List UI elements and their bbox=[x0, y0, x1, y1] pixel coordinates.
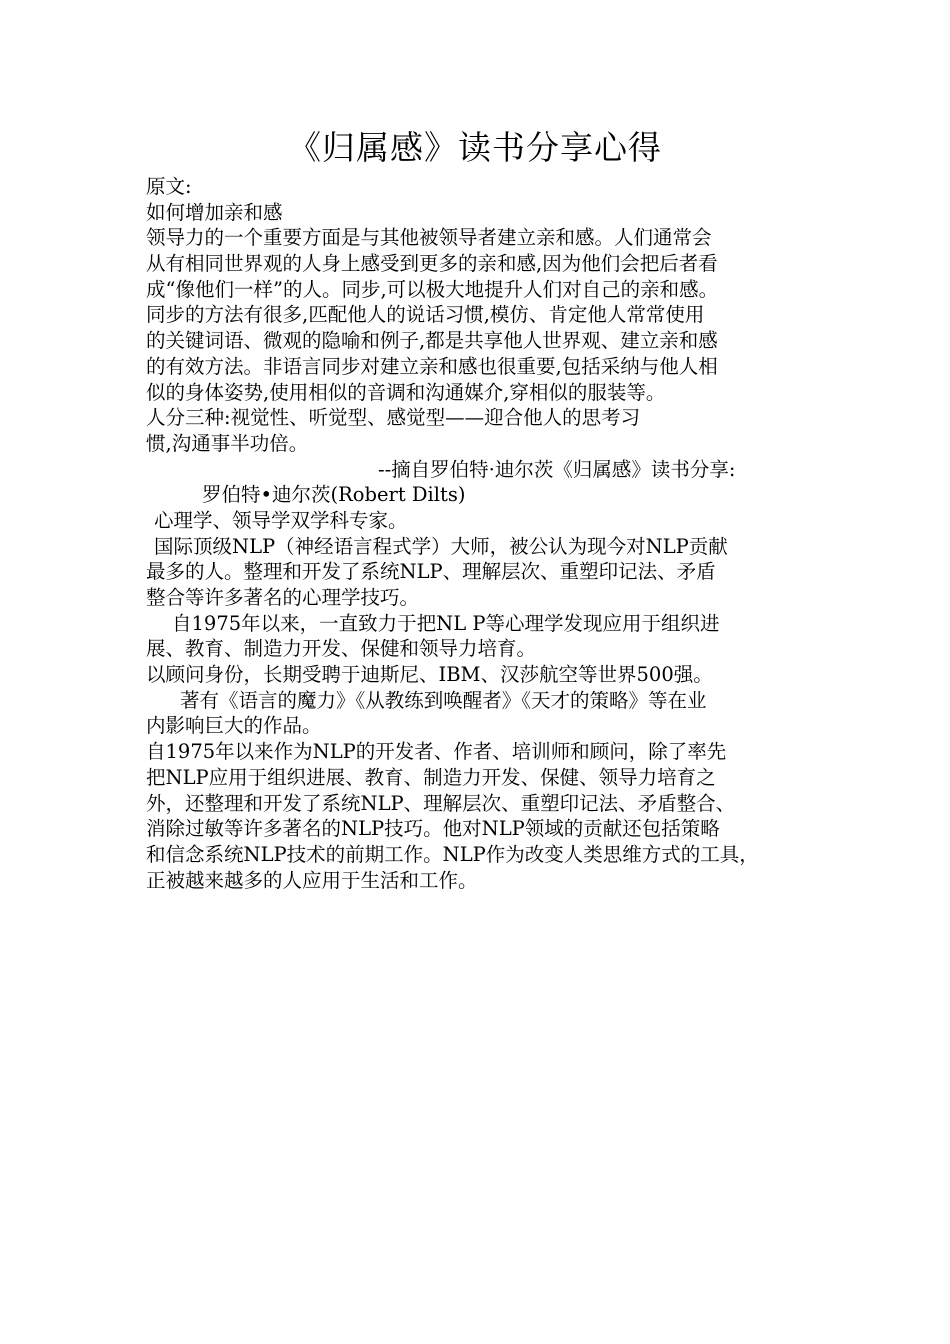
paragraph-line: 和信念系统NLP技术的前期工作。NLP作为改变人类思维方式的工具， bbox=[146, 842, 759, 866]
author-name: 罗伯特•迪尔茨(Robert Dilts) bbox=[202, 483, 466, 507]
section-heading: 如何增加亲和感 bbox=[146, 200, 283, 224]
document-title: 《归属感》读书分享心得 bbox=[288, 128, 662, 167]
paragraph-line: 展、教育、制造力开发、保健和领导力培育。 bbox=[146, 637, 537, 661]
paragraph-line: 以顾问身份，长期受聘于迪斯尼、IBM、汉莎航空等世界500强。 bbox=[146, 663, 713, 687]
paragraph-line: 领导力的一个重要方面是与其他被领导者建立亲和感。人们通常会 bbox=[146, 226, 712, 250]
paragraph-line: 的关键词语、微观的隐喻和例子,都是共享他人世界观、建立亲和感 bbox=[146, 329, 718, 353]
paragraph-line: 著有《语言的魔力》《从教练到唤醒者》《天才的策略》等在业 bbox=[180, 688, 707, 712]
paragraph-line: 同步的方法有很多,匹配他人的说话习惯,模仿、肯定他人常常使用 bbox=[146, 303, 705, 327]
section-label-original: 原文: bbox=[146, 175, 192, 198]
paragraph-line: 自1975年以来，一直致力于把NL P等心理学发现应用于组织进 bbox=[172, 611, 720, 635]
paragraph-line: 最多的人。整理和开发了系统NLP、理解层次、重塑印记法、矛盾 bbox=[146, 560, 716, 584]
quote-attribution: --摘自罗伯特·迪尔茨《归属感》读书分享: bbox=[378, 457, 736, 481]
paragraph-line: 从有相同世界观的人身上感受到更多的亲和感,因为他们会把后者看 bbox=[146, 252, 718, 276]
paragraph-line: 的有效方法。非语言同步对建立亲和感也很重要,包括采纳与他人相 bbox=[146, 354, 718, 378]
paragraph-line: 内影响巨大的作品。 bbox=[146, 714, 322, 738]
paragraph-line: 成“像他们一样”的人。同步,可以极大地提升人们对自己的亲和感。 bbox=[146, 277, 719, 301]
paragraph-line: 人分三种:视觉性、听觉型、感觉型——迎合他人的思考习 bbox=[146, 406, 641, 430]
author-description: 心理学、领导学双学科专家。 bbox=[154, 508, 408, 532]
paragraph-line: 自1975年以来作为NLP的开发者、作者、培训师和顾问，除了率先 bbox=[146, 740, 727, 764]
paragraph-line: 消除过敏等许多著名的NLP技巧。他对NLP领域的贡献还包括策略 bbox=[146, 817, 720, 841]
paragraph-line: 似的身体姿势,使用相似的音调和沟通媒介,穿相似的服装等。 bbox=[146, 380, 666, 404]
paragraph-line: 把NLP应用于组织进展、教育、制造力开发、保健、领导力培育之 bbox=[146, 765, 716, 789]
paragraph-line: 惯,沟通事半功倍。 bbox=[146, 431, 309, 455]
paragraph-line: 国际顶级NLP（神经语言程式学）大师，被公认为现今对NLP贡献 bbox=[154, 534, 728, 558]
paragraph-line: 正被越来越多的人应用于生活和工作。 bbox=[146, 868, 478, 892]
document-body bbox=[146, 174, 818, 893]
paragraph-line: 整合等许多著名的心理学技巧。 bbox=[146, 586, 420, 609]
paragraph-line: 外，还整理和开发了系统NLP、理解层次、重塑印记法、矛盾整合、 bbox=[146, 791, 736, 815]
